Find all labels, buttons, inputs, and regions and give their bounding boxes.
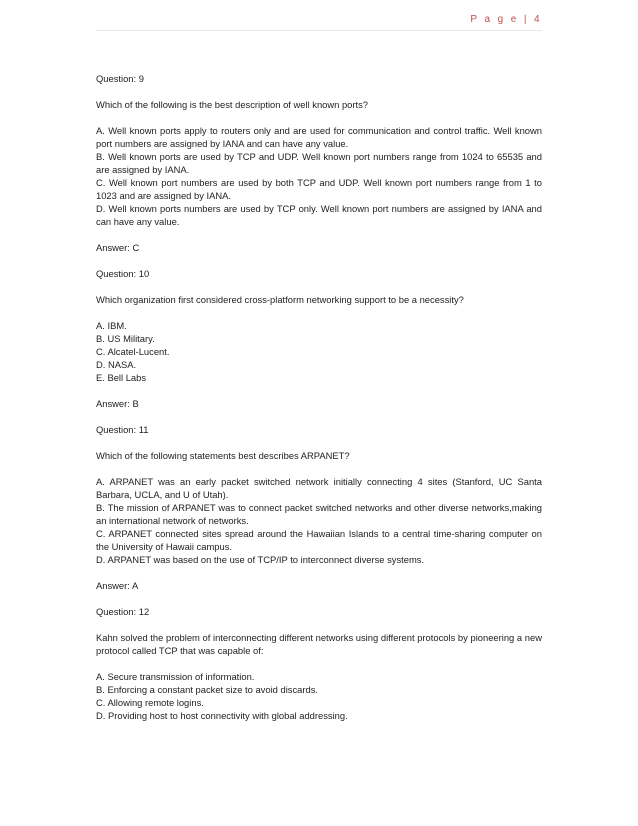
option-c: C. ARPANET connected sites spread around the Hawaiian Islands to a central time-sharing computer on the University of Hawaii campus. [96, 528, 542, 552]
option-b: B. US Military. [96, 333, 155, 344]
option-a: A. IBM. [96, 320, 127, 331]
answer: Answer: C [96, 242, 140, 253]
document-body [96, 72, 542, 722]
question-label: Question: 12 [96, 606, 150, 617]
question-12 [96, 605, 542, 722]
option-d: D. Providing host to host connectivity with global addressing. [96, 710, 348, 721]
option-a: A. ARPANET was an early packet switched network initially connecting 4 sites (Stanford, UC Santa Barbara, UCLA, and U of Utah). [96, 476, 542, 500]
question-text: Which of the following is the best description of well known ports? [96, 99, 369, 110]
option-a: A. Secure transmission of information. [96, 671, 255, 682]
option-d: D. ARPANET was based on the use of TCP/IP to interconnect diverse systems. [96, 554, 425, 565]
question-label: Question: 9 [96, 73, 144, 84]
question-label: Question: 10 [96, 268, 150, 279]
option-d: D. Well known ports numbers are used by TCP only. Well known port numbers are assigned by IANA and can have any value. [96, 203, 542, 227]
page-number-header: P a g e | 4 [470, 14, 542, 25]
option-c: C. Allowing remote logins. [96, 697, 204, 708]
option-c: C. Alcatel-Lucent. [96, 346, 170, 357]
question-10 [96, 267, 542, 410]
option-b: B. The mission of ARPANET was to connect packet switched networks and other diverse networks,making an international network of networks. [96, 502, 542, 526]
answer: Answer: B [96, 398, 139, 409]
option-b: B. Well known ports are used by TCP and UDP. Well known port numbers range from 1024 to 65535 and are assigned by IANA. [96, 151, 542, 175]
question-text: Which of the following statements best describes ARPANET? [96, 450, 350, 461]
option-c: C. Well known port numbers are used by both TCP and UDP. Well known port numbers range from 1 to 1023 and are assigned by IANA. [96, 177, 542, 201]
option-a: A. Well known ports apply to routers only and are used for communication and control traffic. Well known port numbers are assigned by IANA and can have any value. [96, 125, 542, 149]
question-label: Question: 11 [96, 424, 149, 435]
header-divider [96, 30, 542, 31]
option-e: E. Bell Labs [96, 372, 147, 383]
option-d: D. NASA. [96, 359, 137, 370]
answer: Answer: A [96, 580, 139, 591]
question-11 [96, 423, 542, 592]
option-b: B. Enforcing a constant packet size to avoid discards. [96, 684, 318, 695]
question-text: Which organization first considered cross-platform networking support to be a necessity? [96, 294, 464, 305]
question-text: Kahn solved the problem of interconnecting different networks using different protocols by pioneering a new protocol called TCP that was capable of: [96, 632, 542, 656]
question-9 [96, 72, 542, 254]
